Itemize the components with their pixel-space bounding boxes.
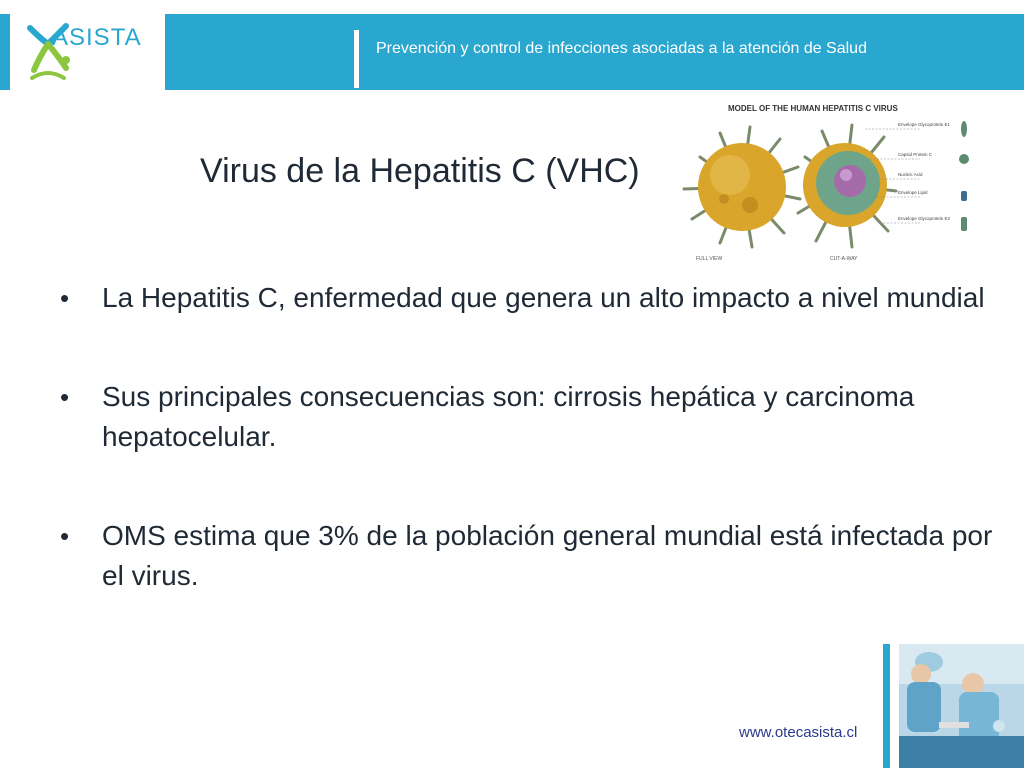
- figure-label-e2: Envelope Glycoprotein E2: [898, 216, 951, 221]
- footer-accent-bar: [883, 644, 890, 768]
- bullet-list: [60, 278, 1000, 655]
- figure-label-lipid: Envelope Lipid: [898, 190, 928, 195]
- figure-caption-cutaway: CUT-A-WAY: [830, 256, 858, 262]
- virus-full-view: [684, 127, 800, 247]
- footer-url[interactable]: www.otecasista.cl: [739, 724, 858, 741]
- figure-label-e1: Envelope Glycoprotein E1: [898, 122, 951, 127]
- figure-label-capsid: Capsid Protein C: [898, 152, 933, 157]
- bullet-marker: •: [60, 382, 70, 412]
- logo-text: ASISTA: [52, 24, 142, 51]
- header-left-accent-bar: [0, 14, 10, 90]
- bullet-item: [60, 377, 1000, 457]
- header-title: Prevención y control de infecciones asociadas a la atención de Salud: [376, 40, 867, 57]
- bullet-item: [60, 516, 1000, 596]
- bullet-marker: •: [60, 283, 70, 313]
- bullet-text: OMS estima que 3% de la población general mundial está infectada por el virus.: [102, 520, 993, 591]
- figure-heading: MODEL OF THE HUMAN HEPATITIS C VIRUS: [728, 104, 898, 113]
- figure-label-nucleic-acid: Nucleic Acid: [898, 172, 923, 177]
- bullet-text: La Hepatitis C, enfermedad que genera un alto impacto a nivel mundial: [102, 282, 985, 313]
- hepatitis-c-virus-model-image: [680, 95, 980, 270]
- header-divider: [354, 30, 359, 88]
- bullet-text: Sus principales consecuencias son: cirrosis hepática y carcinoma hepatocelular.: [102, 381, 915, 452]
- surgery-photo: [899, 644, 1024, 768]
- bullet-item: [60, 278, 1000, 318]
- bullet-marker: •: [60, 521, 70, 551]
- virus-cutaway-view: [798, 125, 896, 247]
- figure-caption-full-view: FULL VIEW: [696, 256, 723, 262]
- slide-title: Virus de la Hepatitis C (VHC): [200, 152, 640, 190]
